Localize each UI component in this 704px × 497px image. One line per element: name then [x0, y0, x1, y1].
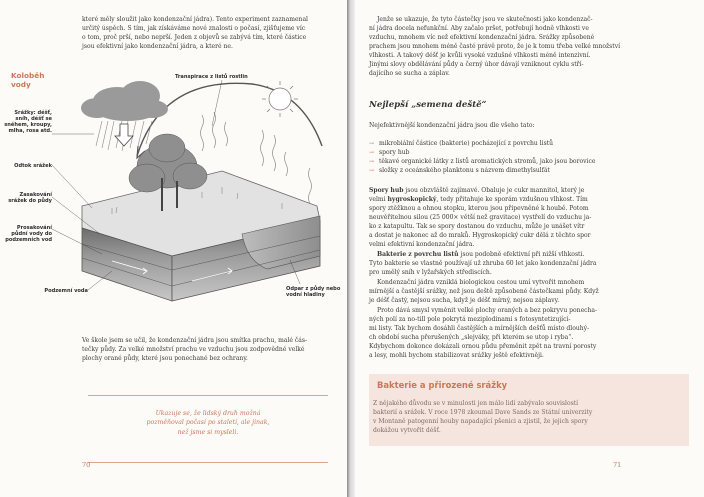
- label-groundwater: Podzemní voda: [44, 288, 88, 294]
- text-line: které měly sloužit jako kondenzační jádra). Tento experiment zaznamenal: [82, 16, 308, 23]
- text-line: Tyto bakterie se vlastně používají už zhruba 60 let jako kondenzační jádra: [369, 260, 597, 268]
- quote-line: Ukazuje se, že lidský druh možná: [155, 410, 261, 417]
- text-line: [369, 250, 637, 259]
- list-item: → těkavé organické látky z listů aromatických stromů, jako jsou borovice: [369, 157, 639, 166]
- text-line: ch období sucha přerušených „slejváky, při kterém se utop i ryba“.: [369, 334, 574, 342]
- text-line: a dostat je nakonec až do mraků. Hygroskopický cukr dělá z těchto spor: [369, 232, 591, 240]
- water-cycle-illustration: [52, 66, 347, 316]
- text-line: vlhkosti. A takový déšť je kvůli vysoké vzdušné vlhkosti méně intenzivní.: [369, 52, 591, 60]
- list-item: → mikrobiální částice (bakterie) pocházející z povrchu listů: [369, 139, 639, 148]
- bacteria-bold-term: Bakterie z povrchu listů: [377, 251, 459, 258]
- right-page: [355, 0, 704, 497]
- text-line: Ve škole jsem se učil, že kondenzační jádra jsou smítka prachu, malé čás-: [82, 337, 308, 344]
- text-line: určitý úspěch. S tím, jak získáváme nové znalosti o počasí, zjišťujeme víc: [82, 25, 306, 33]
- paragraph-3: [369, 278, 637, 305]
- text-line: dokážou vytvořit déšť.: [373, 427, 441, 435]
- text-line: ko z katapultu. Tak se spory dostanou do vzduchu, může je unášet vítr: [369, 223, 585, 231]
- text-line: bakterií a srážek. V roce 1978 zkoumal Dave Sands ze Státní univerzity: [373, 409, 593, 417]
- list-item: → spory hub: [369, 148, 639, 157]
- text-line: Kdybychom dokonce dokázali ornou půdu přeměnit zpět na travní porosty: [369, 343, 597, 351]
- label-transpiration: Transpirace z listů rostlin: [175, 74, 248, 80]
- text-span: jsou podobně efektivní při nižší vlhkosti.: [458, 251, 585, 258]
- section-heading: Nejlepší „semena deště“: [369, 100, 487, 110]
- text-line: Proto dává smysl vyměnit velké plochy oraných a bez pokryvu ponecha-: [377, 307, 598, 314]
- pull-quote-box: [88, 395, 328, 463]
- sidebar-box-text: [373, 399, 685, 435]
- text-line: je déšť častý, nejsou sucha, když je déšť mírný, nejsou záplavy.: [369, 297, 560, 305]
- pull-quote: [88, 409, 328, 437]
- figure-side-title: [11, 71, 44, 89]
- text-line: plochy orané půdy, které jsou ponechané bez ochrany.: [82, 355, 248, 363]
- text-line: [369, 195, 637, 204]
- text-line: spory ztěžknou a ohnou stopku, kterou jsou připevněné k houbě. Potom: [369, 205, 589, 213]
- text-line: tečky půdy. Za velké množství prachu ve vzduchu jsou zodpovědné velké: [82, 346, 305, 354]
- left-after-paragraph: [82, 336, 332, 363]
- sidebar-box-title: Bakterie a přirozené srážky: [377, 380, 508, 390]
- bacteria-paragraph: [369, 250, 637, 277]
- book-gutter: [347, 0, 355, 497]
- text-span: jsou obzvláště zajímavé. Obaluje je cukr mannitol, který je: [403, 187, 585, 194]
- spores-bold-term: Spory hub: [369, 187, 404, 194]
- text-line: [369, 186, 637, 195]
- hygroscopic-bold-term: hygroskopický: [387, 196, 437, 204]
- text-line: prachem jsou mnohem méně časté právě proto, že je k tomu třeba velké množství: [369, 43, 621, 51]
- text-span: , tedy přitahuje ke sporám vzdušnou vlhkost. Tím: [436, 196, 588, 204]
- left-page: [0, 0, 347, 497]
- text-line: Kondenzační jádra vzniklá biologickou cestou umí vytvořit mnohem: [377, 279, 585, 286]
- page-number-left: 70: [82, 461, 91, 469]
- text-line: jsou efektivní jako kondenzační jádra, a které ne.: [82, 43, 233, 51]
- sun: [262, 81, 298, 117]
- quote-line: než jsme si mysleli.: [177, 428, 239, 436]
- page-number-right: 71: [613, 461, 622, 469]
- spores-paragraph: [369, 186, 637, 249]
- list-intro: Nejefektivnější kondenzační jádra jsou dle všeho tato:: [369, 122, 535, 129]
- text-line: mi listy. Tak bychom dosáhli častějších a mírnějších dešťů místo dlouhý-: [369, 325, 590, 333]
- side-title-line: vody: [11, 80, 31, 89]
- label-evaporation: Odpar z půdy nebo vodní hladiny: [286, 286, 341, 299]
- text-line: Z nějakého důvodu se v minulosti jen málo lidí zabývalo souvislostí: [373, 400, 579, 407]
- text-line: v Montaně patogenní houby napadající pšenici a zjistil, že jejich spory: [373, 418, 588, 426]
- side-title-line: Koloběh: [11, 71, 45, 80]
- text-line: pro umělý sníh v lyžařských střediscích.: [369, 269, 492, 277]
- paragraph-4: [369, 306, 637, 360]
- text-line: velmi efektivní kondenzační jádra.: [369, 241, 475, 249]
- text-line: neuvěřitelnou silou (25 000× větší než gravitace) vystřelí do vzduchu ja-: [369, 214, 592, 222]
- text-line: ných polí za no-till pole pokrytá meziplodinami s fotosyntetizující-: [369, 316, 571, 324]
- left-intro-paragraph: [82, 15, 332, 51]
- rain-cloud: [81, 81, 168, 121]
- tree-group: [129, 134, 207, 192]
- text-line: Jinými slovy obdělávání půdy a černý úhor dávají vzniknout cyklu stří-: [369, 61, 584, 69]
- rain-down-arrow: [115, 124, 133, 146]
- label-infiltration: Zasakování srážek do půdy: [8, 192, 52, 205]
- text-line: ní jádra docela nefunkční. Aby začalo pršet, potřebují hodně vlhkosti ve: [369, 25, 589, 33]
- label-precipitation: Srážky: déšť, sníh, déšť se sněhem, kroupy, mlha, rosa atd.: [4, 110, 52, 135]
- nuclei-list: [369, 139, 639, 175]
- text-line: a lesy, mohli bychom stabilizovat srážky ještě efektivněji.: [369, 352, 544, 360]
- text-line: vzduchu, mnohem víc než efektivní kondenzační jádra. Srážky způsobené: [369, 34, 595, 42]
- quote-line: pozměňoval počasí po staletí, ale jinak,: [146, 419, 270, 427]
- text-line: o tom, proč prší, nebo neprší. Jeden z objevů se zabývá tím, které částice: [82, 34, 307, 42]
- right-intro-paragraph: [369, 15, 635, 78]
- list-item: → složky z oceánského planktonu s názvem dimethylsulfát: [369, 166, 639, 175]
- label-seepage: Prosakování půdní vody do podzemních vod: [5, 225, 52, 244]
- label-runoff: Odtok srážek: [14, 163, 52, 169]
- text-line: mírnější a častější srážky, než jsou deště způsobené částečkami půdy. Když: [369, 288, 599, 296]
- text-span: velmi: [369, 196, 388, 204]
- text-line: dajícího se sucha a záplav.: [369, 70, 450, 78]
- text-line: Jenže se ukazuje, že tyto částečky jsou ve skutečnosti jako kondenzač-: [377, 16, 593, 23]
